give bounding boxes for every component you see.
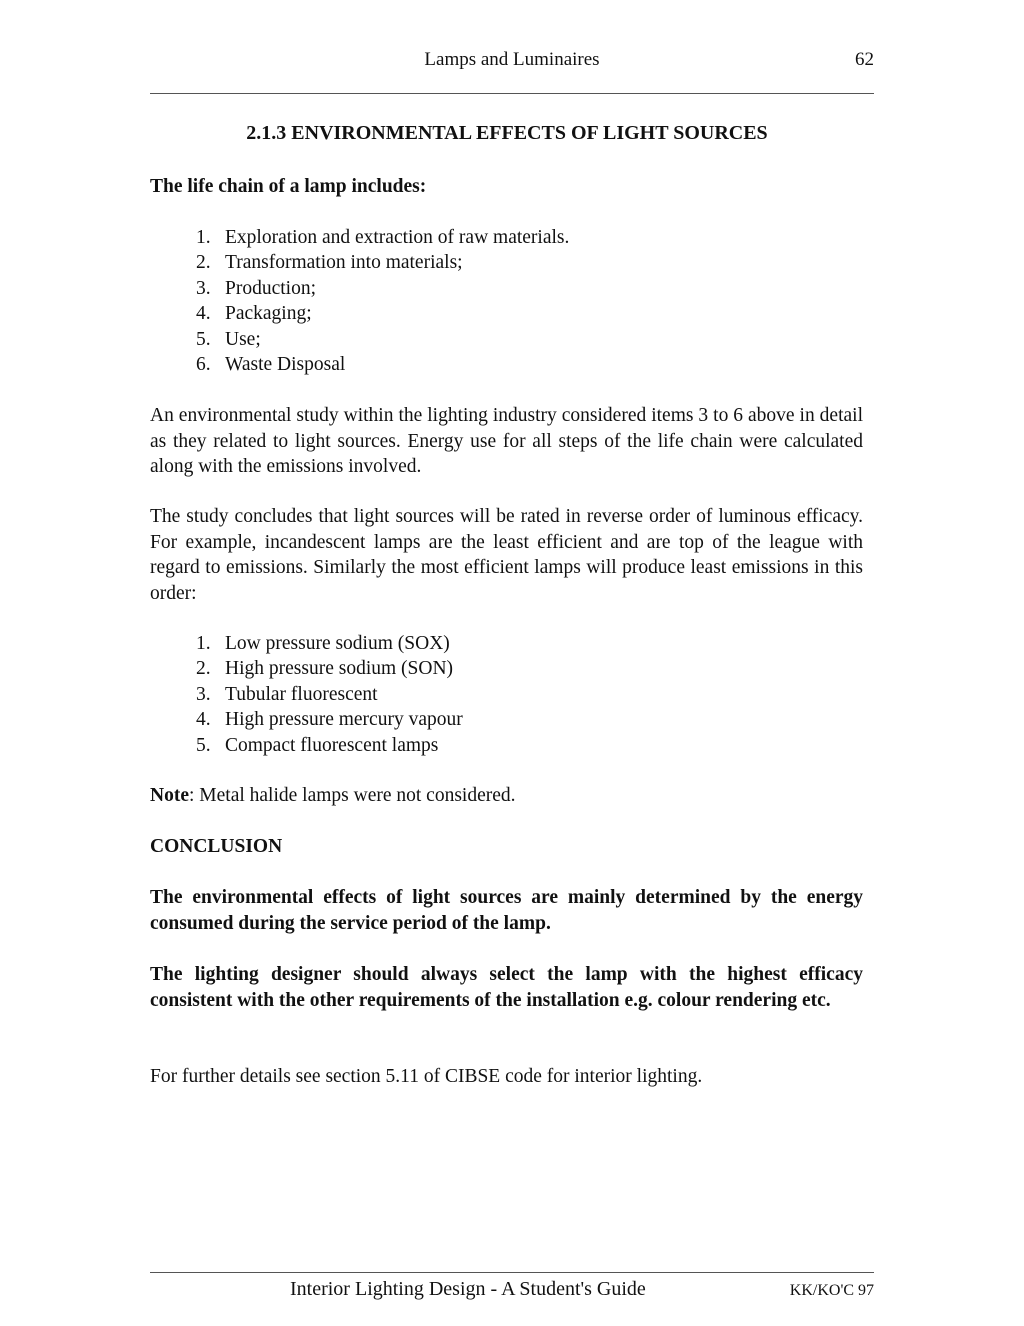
list-text: High pressure mercury vapour	[225, 709, 463, 731]
list-item	[196, 225, 569, 250]
footer-rule	[150, 1272, 874, 1273]
life-chain-list	[196, 225, 569, 377]
list-item	[196, 707, 463, 732]
list-text: Low pressure sodium (SOX)	[225, 633, 450, 654]
list-item	[196, 352, 569, 377]
list-text: High pressure sodium (SON)	[225, 658, 454, 680]
header-rule	[150, 93, 874, 94]
note-label: Note	[150, 785, 189, 806]
conclusion-paragraph-2: The lighting designer should always select the lamp with the highest efficacy consistent with the other requirements of the installation e.g. colour rendering etc.	[150, 964, 863, 1011]
list-text: Packaging;	[225, 303, 312, 325]
list-number: 1.	[196, 227, 211, 248]
list-number: 2.	[196, 658, 211, 680]
list-item	[196, 327, 569, 352]
list-text: Tubular fluorescent	[225, 683, 378, 705]
page-number: 62	[855, 49, 874, 70]
note-paragraph	[150, 783, 863, 809]
life-chain-intro: The life chain of a lamp includes:	[150, 176, 427, 197]
list-item	[196, 250, 569, 275]
list-item	[196, 301, 569, 326]
list-item	[196, 733, 463, 758]
conclusion-of-study-paragraph: The study concludes that light sources will be rated in reverse order of luminous efficacy. For example, incandescent lamps are the least efficient and are top of the league with regard to emissions. Similarly the most efficient lamps will produce least emissions in this order:	[150, 506, 863, 604]
section-heading: 2.1.3 ENVIRONMENTAL EFFECTS OF LIGHT SOURCES	[246, 122, 768, 144]
list-text: Use;	[225, 328, 261, 350]
list-item	[196, 631, 463, 656]
list-number: 1.	[196, 633, 211, 654]
list-text: Transformation into materials;	[225, 252, 463, 274]
conclusion-paragraph-1: The environmental effects of light sources are mainly determined by the energy consumed during the service period of the lamp.	[150, 887, 863, 934]
list-number: 5.	[196, 328, 211, 350]
study-paragraph: An environmental study within the lighting industry considered items 3 to 6 above in detail as they related to light sources. Energy use for all steps of the life chain were calculated along with the emissions involved.	[150, 405, 863, 477]
list-item	[196, 682, 463, 707]
list-number: 3.	[196, 277, 211, 299]
list-number: 5.	[196, 734, 211, 756]
list-text: Compact fluorescent lamps	[225, 734, 439, 756]
list-number: 2.	[196, 252, 211, 274]
list-number: 4.	[196, 303, 211, 325]
conclusion-heading: CONCLUSION	[150, 836, 283, 857]
list-number: 3.	[196, 683, 211, 705]
note-text: : Metal halide lamps were not considered.	[188, 785, 516, 806]
list-number: 4.	[196, 709, 211, 731]
page-header	[150, 49, 874, 75]
list-item	[196, 276, 569, 301]
list-text: Production;	[225, 277, 316, 299]
footer-title: Interior Lighting Design - A Student's Guide	[290, 1278, 646, 1300]
list-item	[196, 656, 463, 681]
footer-code: KK/KO'C 97	[789, 1282, 874, 1299]
further-details-paragraph: For further details see section 5.11 of CIBSE code for interior lighting.	[150, 1066, 703, 1087]
list-text: Exploration and extraction of raw materials.	[225, 227, 570, 248]
running-title: Lamps and Luminaires	[424, 49, 600, 70]
emission-order-list	[196, 631, 463, 758]
list-number: 6.	[196, 354, 211, 376]
list-text: Waste Disposal	[225, 354, 346, 376]
